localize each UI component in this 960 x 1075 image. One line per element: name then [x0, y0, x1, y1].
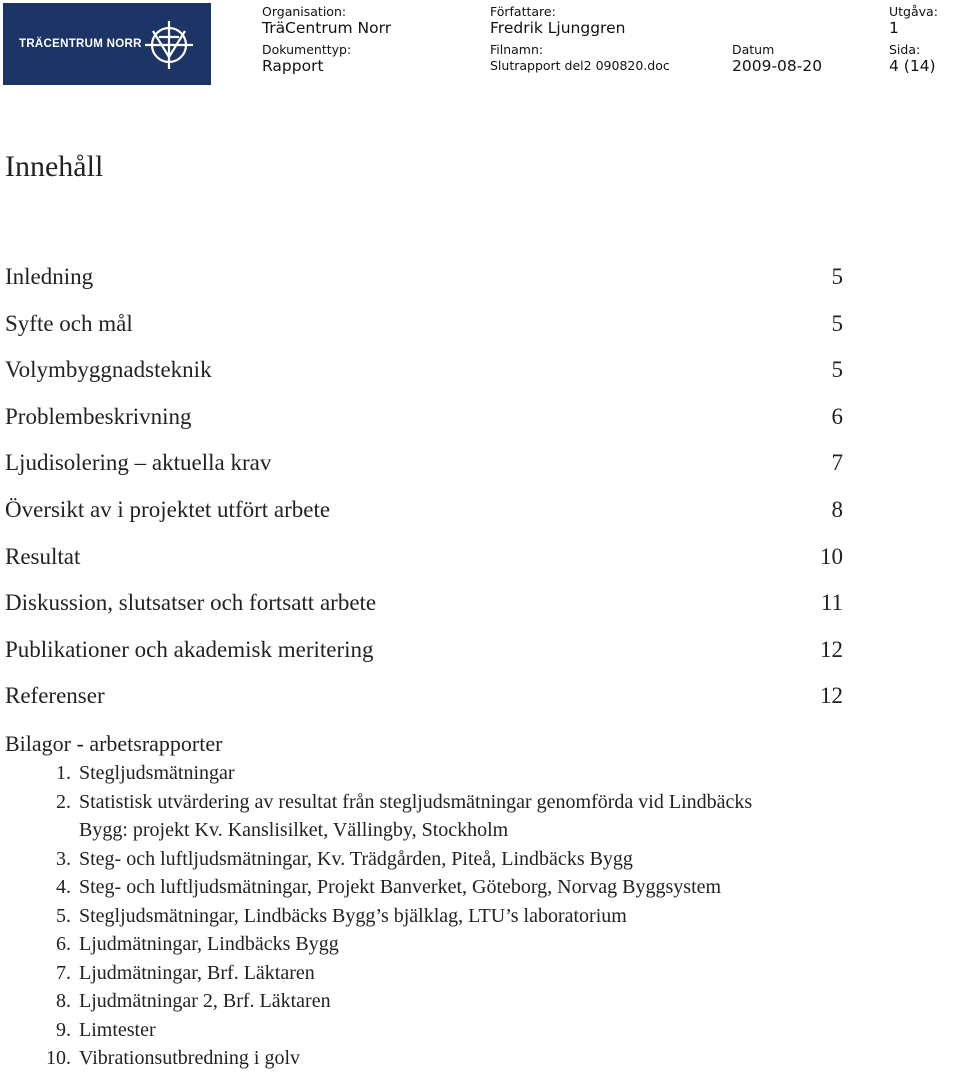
- toc-entry[interactable]: [0, 443, 960, 483]
- appendix-title: Ljudmätningar, Lindbäcks Bygg: [79, 933, 339, 955]
- appendix-number: 3.: [56, 848, 71, 870]
- appendix-item[interactable]: [56, 759, 235, 787]
- appendix-title: Vibrationsutbredning i golv: [79, 1047, 300, 1069]
- toc-entry-page: 5: [831, 264, 843, 289]
- appendix-item[interactable]: [56, 873, 722, 901]
- appendix-number: 5.: [56, 905, 71, 927]
- appendix-title: Stegljudsmätningar: [79, 762, 235, 784]
- appendix-title-line: Statistisk utvärdering av resultat från stegljudsmätningar genomförda vid Lindbäcks: [79, 791, 753, 813]
- appendix-number: 6.: [56, 933, 71, 955]
- date-cell: [732, 42, 822, 76]
- appendix-number: 8.: [56, 990, 71, 1012]
- toc-entry[interactable]: [0, 583, 960, 623]
- appendix-number: 2.: [56, 791, 71, 813]
- toc-entry[interactable]: [0, 630, 960, 670]
- toc-entry-page: 12: [820, 636, 843, 662]
- appendix-title-line: Bygg: projekt Kv. Kanslisilket, Vällingby, Stockholm: [79, 819, 509, 841]
- appendix-title: Stegljudsmätningar, Lindbäcks Bygg’s bjälklag, LTU’s laboratorium: [79, 905, 627, 927]
- toc-entry-page: 10: [820, 543, 843, 569]
- appendix-item[interactable]: [56, 788, 753, 844]
- page-cell: [889, 42, 936, 76]
- appendix-title: Steg- och luftljudsmätningar, Projekt Banverket, Göteborg, Norvag Byggsystem: [79, 876, 722, 898]
- toc-entry-title: Syfte och mål: [5, 310, 133, 336]
- appendix-title: Steg- och luftljudsmätningar, Kv. Trädgården, Piteå, Lindbäcks Bygg: [79, 848, 633, 870]
- doctype-cell: [262, 42, 351, 76]
- edition-value: 1: [889, 19, 899, 37]
- toc-entry[interactable]: [0, 257, 960, 297]
- appendix-number: 7.: [56, 962, 71, 984]
- toc-entry[interactable]: [0, 397, 960, 437]
- toc-entry[interactable]: [0, 490, 960, 530]
- toc-entry-page: 6: [831, 403, 843, 429]
- date-value: 2009-08-20: [732, 57, 823, 75]
- appendix-item[interactable]: [56, 902, 627, 930]
- logo-emblem-icon: [141, 17, 197, 73]
- toc-entry-title: Referenser: [5, 683, 105, 709]
- appendix-number: 9.: [56, 1019, 71, 1041]
- appendix-item[interactable]: [56, 987, 331, 1015]
- toc-entry-title: Inledning: [5, 264, 94, 289]
- filename-label: Filnamn:: [490, 42, 544, 57]
- appendix-number: 1.: [56, 762, 71, 784]
- organisation-label: Organisation:: [262, 4, 347, 19]
- page-value: 4 (14): [889, 57, 936, 75]
- toc-entry-page: 11: [820, 590, 843, 616]
- page-label: Sida:: [889, 42, 921, 57]
- appendix-item[interactable]: [56, 1016, 156, 1044]
- toc-entry-title: Översikt av i projektet utfört arbete: [5, 497, 331, 522]
- appendix-title: Limtester: [79, 1019, 156, 1041]
- author-cell: [490, 4, 625, 38]
- filename-cell: [490, 42, 670, 74]
- company-logo: [3, 3, 211, 85]
- appendix-number: 10.: [46, 1047, 71, 1069]
- toc-entry-page: 7: [831, 450, 843, 476]
- toc-entry-page: 8: [831, 497, 843, 522]
- toc-entry-page: 12: [820, 683, 843, 709]
- toc-entry-page: 5: [831, 310, 843, 336]
- toc-entry-title: Diskussion, slutsatser och fortsatt arbete: [5, 590, 377, 616]
- appendix-item[interactable]: [56, 845, 633, 873]
- organisation-value: TräCentrum Norr: [262, 19, 392, 37]
- toc-entry[interactable]: [0, 537, 960, 577]
- author-value: Fredrik Ljunggren: [490, 19, 626, 37]
- toc-entry-title: Resultat: [5, 543, 81, 569]
- author-label: Författare:: [490, 4, 556, 19]
- filename-value: Slutrapport del2 090820.doc: [490, 58, 670, 73]
- toc-entry[interactable]: [0, 304, 960, 344]
- toc-title: Innehåll: [5, 150, 104, 183]
- toc-entry-page: 5: [831, 357, 843, 383]
- edition-label: Utgåva:: [889, 4, 938, 19]
- toc-entry-title: Problembeskrivning: [5, 403, 192, 429]
- appendices-heading: Bilagor - arbetsrapporter: [5, 731, 223, 756]
- appendix-item[interactable]: [56, 930, 339, 958]
- toc-entry[interactable]: [0, 350, 960, 390]
- doctype-value: Rapport: [262, 57, 324, 75]
- logo-text: TRÄCENTRUM NORR: [19, 38, 142, 50]
- appendix-item[interactable]: [56, 959, 315, 987]
- edition-cell: [889, 4, 938, 38]
- organisation-cell: [262, 4, 391, 38]
- toc-entry-title: Ljudisolering – aktuella krav: [5, 450, 272, 476]
- toc-entry-title: Volymbyggnadsteknik: [5, 357, 212, 383]
- appendix-item[interactable]: [46, 1044, 300, 1072]
- appendix-number: 4.: [56, 876, 71, 898]
- toc-entry[interactable]: [0, 676, 960, 716]
- toc-entry-title: Publikationer och akademisk meritering: [5, 636, 374, 662]
- doctype-label: Dokumenttyp:: [262, 42, 352, 57]
- date-label: Datum: [732, 42, 775, 57]
- appendix-title: Ljudmätningar, Brf. Läktaren: [79, 962, 315, 984]
- appendix-title: Ljudmätningar 2, Brf. Läktaren: [79, 990, 331, 1012]
